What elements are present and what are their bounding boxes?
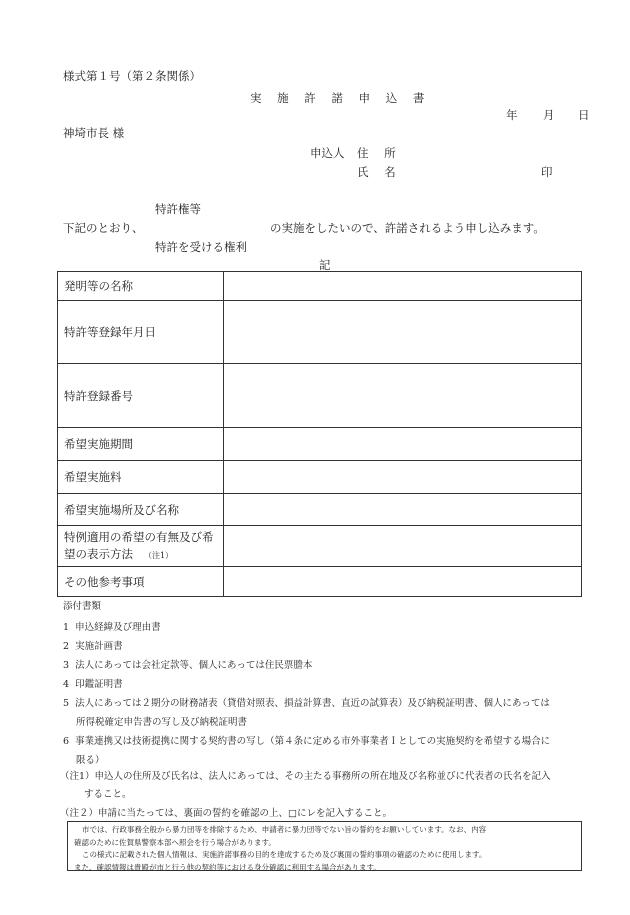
item-number: 4 [63, 679, 70, 690]
date-year-label: 年 [506, 108, 518, 122]
item-number: 3 [63, 660, 70, 671]
list-item-continuation: 限る） [76, 755, 105, 766]
item-text: 印鑑証明書 [75, 679, 123, 690]
table-row [58, 461, 582, 494]
form-number: 様式第１号（第２条関係） [63, 69, 201, 83]
notes-section [60, 768, 550, 823]
note-1-text: 申込人の住所及び氏名は、法人にあっては、その主たる事務所の所在地及び名称並びに代表者の氏名を記入 [94, 771, 551, 782]
ki-heading: 記 [319, 258, 331, 272]
option-right-to-patent: 特許を受ける権利 [155, 240, 247, 254]
table-row [58, 272, 582, 301]
attachments-section [63, 599, 550, 770]
row-label-fee: 希望実施料 [58, 461, 224, 494]
registration-number-field[interactable] [224, 364, 582, 428]
notice-line-4: また、確認情報は貴殿が市と行う他の契約等における身分確認に利用する場合があります。 [74, 862, 381, 872]
note-ref: （注1） [143, 550, 174, 560]
note-1 [60, 768, 550, 786]
fee-field[interactable] [224, 461, 582, 494]
row-label-period: 希望実施期間 [58, 428, 224, 461]
note-2-text: 申請に当たっては、裏面の誓約を確認の上、□にレを記入すること。 [98, 808, 392, 819]
date-day-label: 日 [578, 108, 590, 122]
application-form-table [57, 271, 582, 597]
document-title: 実 施 許 諾 申 込 書 [250, 91, 431, 105]
list-item [63, 694, 550, 713]
privacy-notice-box [67, 821, 582, 871]
notice-line-2: 確認のために佐賀県警察本部へ照会を行う場合があります。 [74, 837, 276, 847]
list-item [63, 732, 550, 751]
list-item [63, 675, 550, 694]
row-label-location: 希望実施場所及び名称 [58, 494, 224, 526]
list-item [63, 618, 550, 637]
special-exception-line1: 特例適用の希望の有無及び希 [64, 529, 214, 544]
notice-line-1: 市では、行政事務全般から暴力団等を排除するため、申請者に暴力団等でない旨の誓約をお願いしています。なお、内容 [82, 825, 487, 834]
item-text: 法人にあっては会社定款等、個人にあっては住民票謄本 [75, 660, 313, 671]
special-exception-field[interactable] [224, 526, 582, 567]
notice-line-3: この様式に記載された個人情報は、実施許諾事務の目的を達成するため及び裏面の誓約事項の確認のために使用します。 [82, 850, 487, 859]
item-number: 1 [63, 622, 70, 633]
list-item [63, 637, 550, 656]
list-item-continuation: 所得税確定申告書の写し及び納税証明書 [76, 717, 248, 728]
period-field[interactable] [224, 428, 582, 461]
table-row [58, 428, 582, 461]
table-row [58, 364, 582, 428]
other-notes-field[interactable] [224, 567, 582, 597]
row-label-invention-name: 発明等の名称 [58, 272, 224, 301]
row-label-registration-date: 特許等登録年月日 [58, 301, 224, 364]
item-number: 5 [63, 698, 70, 709]
applicant-label: 申込人 [310, 146, 345, 160]
special-exception-line2 [64, 546, 217, 564]
seal-label: 印 [541, 165, 553, 179]
table-row [58, 526, 582, 567]
registration-date-field[interactable] [224, 301, 582, 364]
item-number: 2 [63, 641, 70, 652]
row-label-other-notes: その他参考事項 [58, 567, 224, 597]
note-2-label: （注２） [60, 808, 99, 819]
invention-name-field[interactable] [224, 272, 582, 301]
table-row [58, 301, 582, 364]
attachments-heading: 添付書類 [63, 601, 102, 612]
item-text: 実施計画書 [75, 641, 123, 652]
table-row [58, 567, 582, 597]
request-suffix: の実施をしたいので、許諾されるよう申し込みます。 [270, 221, 545, 235]
location-field[interactable] [224, 494, 582, 526]
date-month-label: 月 [543, 108, 555, 122]
row-label-registration-number: 特許登録番号 [58, 364, 224, 428]
item-text: 事業連携又は技術提携に関する契約書の写し（第４条に定める市外事業者Ｉとしての実施契約を希望する場合に [75, 736, 551, 747]
item-text: 申込経緯及び理由書 [75, 622, 161, 633]
note-1-label: （注1） [60, 771, 95, 782]
special-exception-label2: 望の表示方法 [64, 546, 133, 561]
item-text: 法人にあっては２期分の財務諸表（貸借対照表、損益計算書、直近の試算表）及び納税証明書、個人にあっては [75, 698, 550, 709]
row-label-special-exception [58, 526, 224, 567]
address-label: 住 所 [357, 146, 402, 160]
name-label: 氏 名 [357, 165, 402, 179]
request-prefix: 下記のとおり、 [63, 221, 144, 235]
list-item [63, 656, 550, 675]
addressee: 神埼市長 様 [63, 126, 125, 140]
option-patent-rights: 特許権等 [155, 202, 201, 216]
item-number: 6 [63, 736, 70, 747]
note-1-continuation: すること。 [84, 789, 132, 800]
table-row [58, 494, 582, 526]
